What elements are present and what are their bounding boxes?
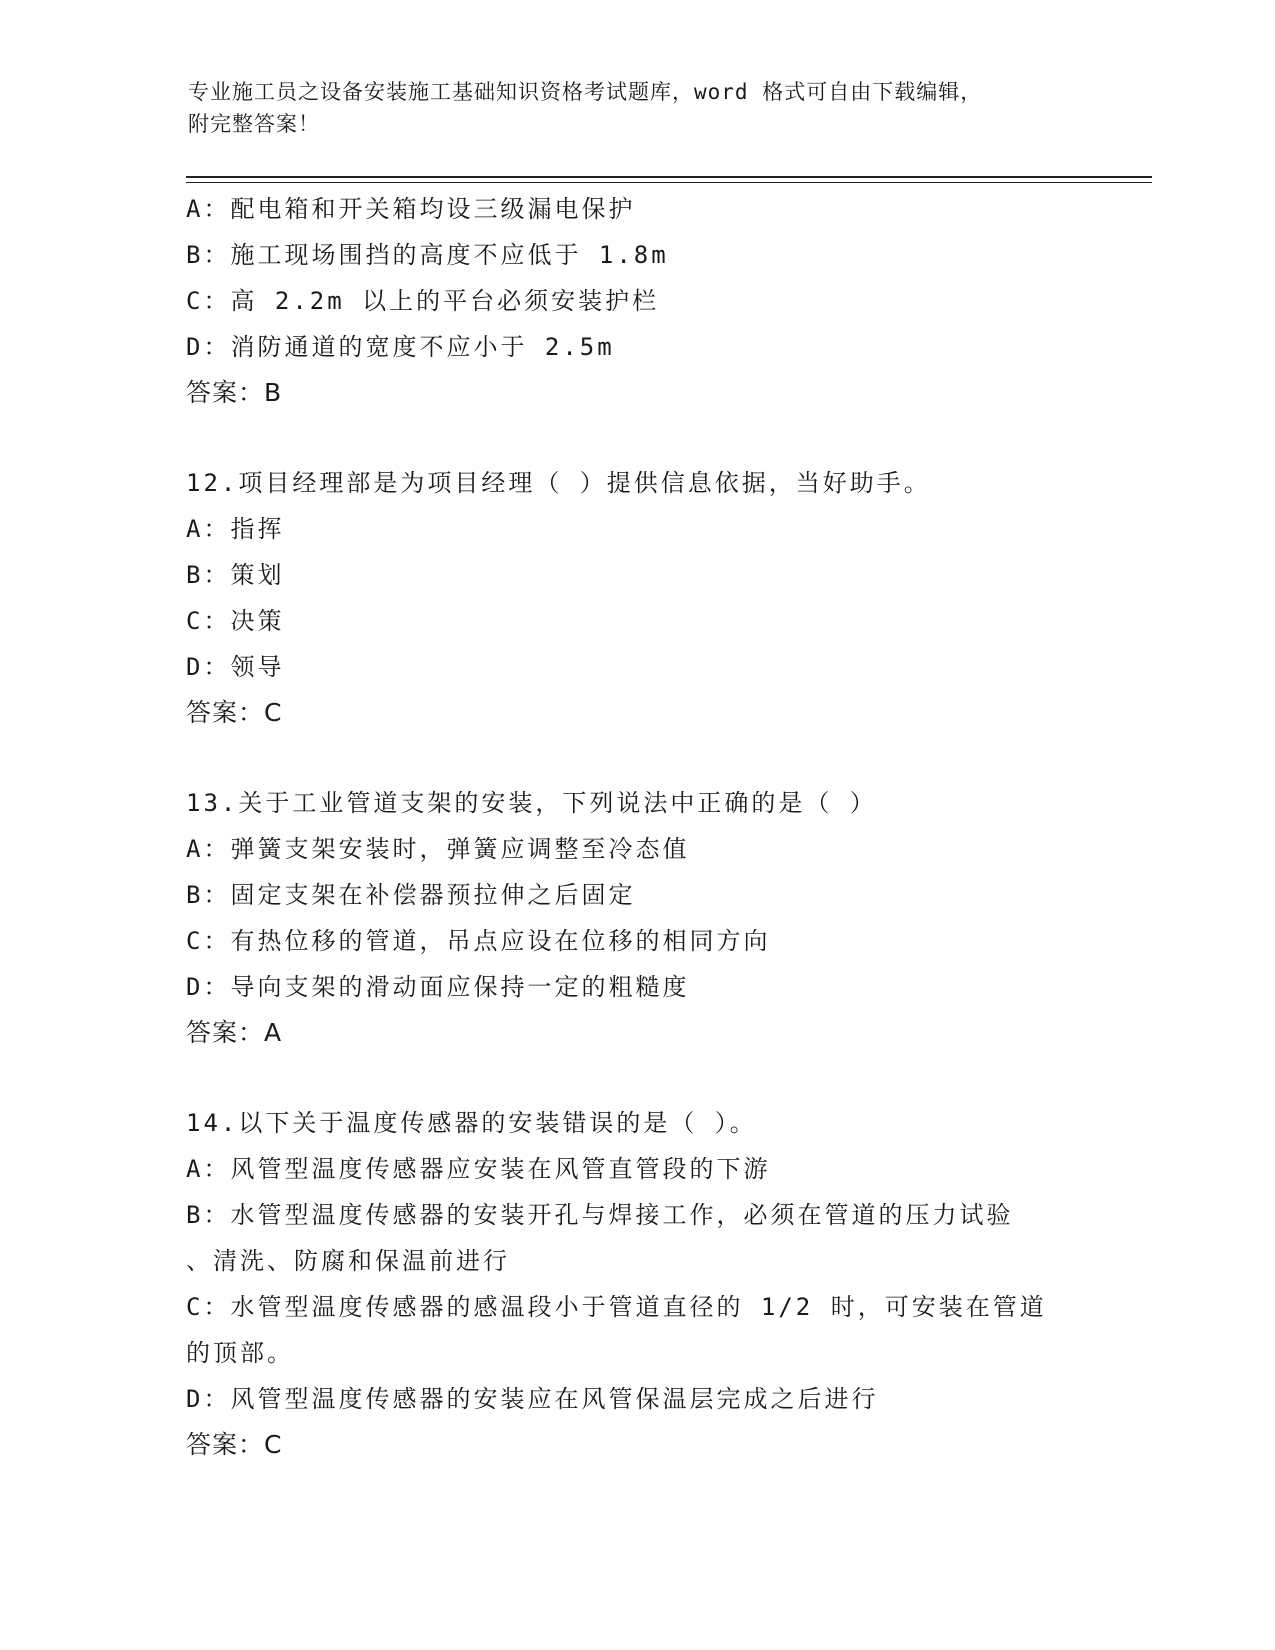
answer-line: 答案：B [186,378,283,407]
option-a: A：指挥 [186,515,285,543]
option-a: A：风管型温度传感器应安装在风管直管段的下游 [186,1155,771,1183]
answer-line: 答案：A [186,1018,283,1047]
question-block-13 [186,780,1086,1056]
header-line-1: 专业施工员之设备安装施工基础知识资格考试题库，word 格式可自由下载编辑， [188,80,983,104]
answer-line: 答案：C [186,698,283,727]
option-d: D：领导 [186,653,285,681]
question-stem: 12.项目经理部是为项目经理（ ）提供信息依据，当好助手。 [186,469,931,497]
option-b: B：固定支架在补偿器预拉伸之后固定 [186,881,636,909]
header-line-2: 附完整答案！ [188,112,320,136]
answer-line: 答案：C [186,1430,283,1459]
question-list [186,186,1086,1468]
option-b: B：施工现场围挡的高度不应低于 1.8m [186,241,669,269]
block-spacer [186,1056,1086,1100]
option-d: D：风管型温度传感器的安装应在风管保温层完成之后进行 [186,1385,879,1413]
header-divider-thin [186,182,1152,183]
header-divider-thick [186,176,1152,178]
option-c: C：高 2.2m 以上的平台必须安装护栏 [186,287,660,315]
question-block-12 [186,460,1086,736]
option-b: B：水管型温度传感器的安装开孔与焊接工作，必须在管道的压力试验 [186,1201,1014,1229]
question-block-11 [186,186,1086,416]
option-b: B：策划 [186,561,285,589]
document-header [188,76,1088,140]
option-a: A：弹簧支架安装时，弹簧应调整至冷态值 [186,835,690,863]
question-stem: 14.以下关于温度传感器的安装错误的是（ ）。 [186,1109,757,1137]
option-c: C：决策 [186,607,285,635]
question-block-14 [186,1100,1086,1468]
question-stem: 13.关于工业管道支架的安装，下列说法中正确的是（ ） [186,789,877,817]
option-c: C：水管型温度传感器的感温段小于管道直径的 1/2 时，可安装在管道 [186,1293,1047,1321]
option-c-continued: 的顶部。 [186,1339,294,1367]
option-b-continued: 、清洗、防腐和保温前进行 [186,1247,510,1275]
option-c: C：有热位移的管道，吊点应设在位移的相同方向 [186,927,771,955]
block-spacer [186,416,1086,460]
option-a: A：配电箱和开关箱均设三级漏电保护 [186,195,636,223]
option-d: D：消防通道的宽度不应小于 2.5m [186,333,615,361]
option-d: D：导向支架的滑动面应保持一定的粗糙度 [186,973,690,1001]
block-spacer [186,736,1086,780]
